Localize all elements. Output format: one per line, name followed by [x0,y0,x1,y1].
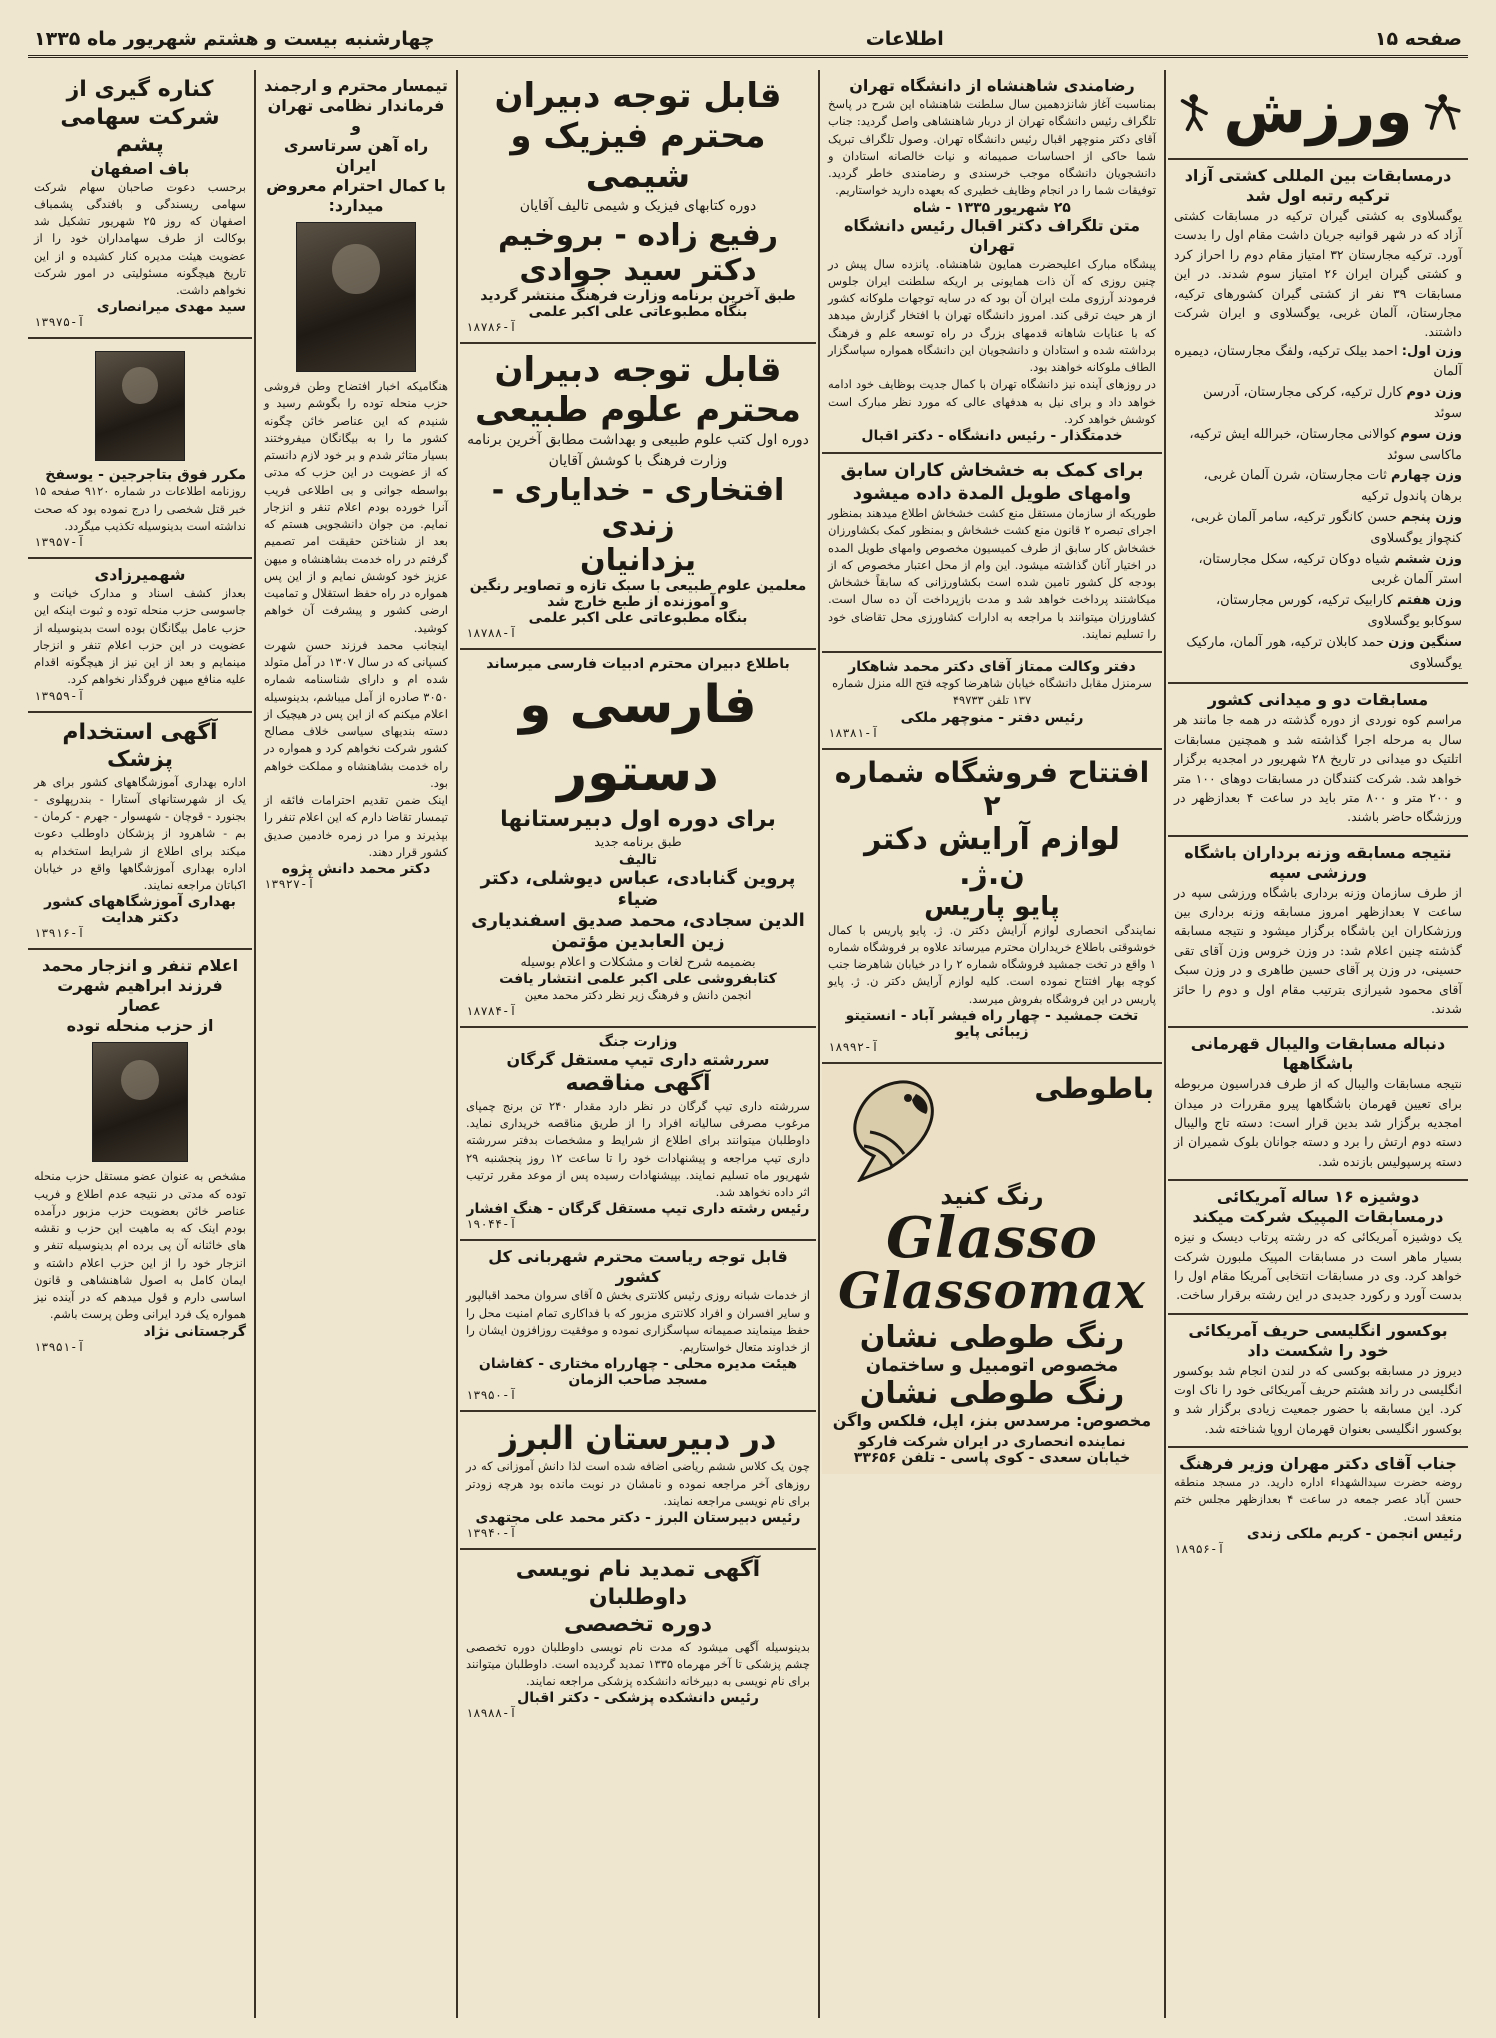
brand-address: خیابان سعدی - کوی پاسی - تلفن ۳۳۶۵۶ [853,1449,1131,1466]
ad-code: آ-۱۸۷۸۴ [466,1004,517,1019]
glassomax-logo: Glassomax [838,1260,1146,1320]
notice-headline: کناره گیری از شرکت سهامی پشم [60,77,220,157]
weight-class-list [1174,342,1462,675]
correction-notice [28,339,252,559]
ad-signature: رئیس دفتر - منوچهر ملکی [900,709,1084,726]
notice-headline: قابل توجه ریاست محترم شهربانی کل کشور [488,1247,788,1287]
notice-body: از خدمات شبانه روزی رئیس کلانتری بخش ۵ آقای سروان محمد اقبالپور و سایر افسران و افراد کلانتری مزبور که با فداکاری تمام امنیت محل را حفظ مینمایند صمیمانه سپاسگزاری نموده و موفقیت روزافزون ایشان را از خداوند متعال خواستاریم. [466,1288,810,1354]
article-body: یوگسلاوی به کشتی گیران ترکیه در مسابقات کشتی آزاد که در شهر قوانیه جریان داشت مقام اول را بدست آورد. ترکیه مجارستان ۳۲ امتیاز مقام دوم را احراز کرد و کشتی گیران ایران ۲۶ امتیاز سوم شدند. در این مسابقات ۳۹ نفر از کشتی گیران کشورهای ترکیه، مجارستان، آلمان غربی، یوگسلاوی و ایران شرکت داشتند. [1174,208,1462,340]
article-signature: خدمتگذار - رئیس دانشگاه - دکتر اقبال [861,428,1123,444]
glasso-logo: Glasso [886,1204,1098,1271]
ad-label: تالیف [618,851,658,868]
renunciation-notice [28,559,252,713]
parrot-paint-ad [822,1064,1162,1474]
ad-headline: سررشته داری تیپ مستقل گرگان [506,1050,770,1070]
ad-code: آ-۱۳۹۵۰ [466,1388,517,1403]
article-signature: ۲۵ شهریور ۱۳۳۵ - شاه [913,199,1071,216]
masthead [28,22,1468,58]
ad-authors: رفیع زاده - بروخیم [497,217,779,253]
ad-headline: دفتر وکالت ممتاز آقای دکتر محمد شاهکار [848,659,1136,675]
article-body: یک دوشیزه آمریکائی که در رشته پرتاب دیسک و نیزه بسیار ماهر است در مسابقات المپیک ملبورن شرکت خواهد کرد. وی در مسابقات انتخابی آمریکا مقام اول را بدست آورد و رکورد جدیدی در این رشته برقرار ساخت. [1174,1229,1462,1303]
column-rule [456,70,458,2018]
column-rule [1164,70,1166,2018]
notice-headline: دوره تخصصی [563,1612,712,1637]
ad-code: آ-۱۳۹۵۹ [34,688,85,703]
notice-signature: رئیس دبیرستان البرز - دکتر محمد علی مجتهدی [475,1510,801,1526]
letter-body: اینک ضمن تقدیم احترامات فائقه از تیمسار تقاضا دارم که این اعلام تنفر را بپذیرند و مرا در زمره خادمین صدیق کشور قرار دهند. [264,793,448,859]
notice-headline: آگهی تمدید نام نویسی داوطلبان [515,1557,761,1610]
notice-subheadline: باف اصفهان [90,158,190,178]
notice-body: اداره بهداری آموزشگاههای کشور برای هر یک از شهرستانهای آستارا - بندرپهلوی - بجنورد - قوچان - شهسوار - جهرم - کرمان - بم - شاهرود از پزشکان داوطلب دعوت میکند برای اطلاع از شرایط استخدام به اداره بهداری آموزشگاهها واقع در خیابان اکباتان مراجعه نمایند. [34,774,246,892]
article-body: پیشگاه مبارک اعلیحضرت همایون شاهنشاه. پانزده سال پیش در چنین روزی که آن ذات همایونی بر اریکه سلطنت ایران جلوس فرمودند آرزوی ملت ایران آن بود که در سایه توجهات ملوکانه کشور از هر حیث ترقی کند. امروز دانشگاه تهران با افتخار گزارش میدهد که با عنایات شاهانه قدمهای بزرگ در راه توسعه علم و فرهنگ برداشته شده و استادان و دانشجویان این دانشگاه همواره سپاسگزار الطاف ملوکانه خواهند بود. [828,256,1156,374]
ad-code: آ-۱۳۹۷۵ [34,315,85,330]
newspaper-page [28,22,1468,2018]
physics-books-ad [460,70,816,344]
notice-body: روزنامه اطلاعات در شماره ۹۱۲۰ صفحه ۱۵ خبر قتل شخصی را درج نموده بود که صحت نداشته است بدینوسیله تکذیب میگردد. [34,484,246,533]
notice-signature: بهداری آموزشگاههای کشور [44,894,236,911]
ad-note: معلمین علوم طبیعی با سبک تازه و تصاویر رنگین و آموزنده از طبع خارج شد [469,578,807,611]
alborz-school-notice [460,1412,816,1550]
ad-signature: انجمن دانش و فرهنگ زیر نظر دکتر محمد معین [524,988,752,1002]
ad-headline: محترم علوم طبیعی [475,389,801,430]
police-thanks-notice [460,1241,816,1412]
ad-code: آ-۱۳۹۲۷ [264,877,315,891]
article-subheadline: متن تلگراف دکتر اقبال رئیس دانشگاه تهران [843,215,1141,255]
olympics-article [1168,1181,1468,1315]
boxing-article [1168,1315,1468,1449]
ad-headline: رنگ کنید [940,1181,1044,1210]
weight-class: وزن ششم شیاه دوکان ترکیه، سکل مجارستان، استر آلمان غربی [1198,551,1462,588]
brand-name: رنگ طوطی نشان [859,1375,1125,1411]
ad-headline: پایو پاریس [924,891,1060,922]
notice-headline: فرزند ابراهیم شهرت عصار [57,976,223,1016]
letter-signature: دکتر محمد دانش پژوه [281,861,431,877]
ad-authors: زین العابدین مؤتمن [551,930,725,952]
ad-headline: لوازم آرایش دکتر ن.ژ. [864,821,1120,892]
ad-signature: تخت جمشید - چهار راه فیشر آباد - انستیتو زیبائی پایو [845,1007,1139,1040]
notice-headline: از حزب منحله توده [66,1016,214,1036]
weightlifting-article [1168,837,1468,1029]
minister-notice [1168,1448,1468,1564]
doctor-hiring-notice [28,713,252,951]
wrestling-article [1168,160,1468,684]
ad-top-line: باطلاع دبیران محترم ادبیات فارسی میرساند [486,656,790,673]
sports-logo [1174,77,1462,147]
notice-signature: مسجد صاحب الزمان [568,1372,708,1389]
ad-code: آ-۱۸۹۵۶ [1174,1541,1225,1556]
ad-body: سرمنزل مقابل دانشگاه خیابان شاهرضا کوچه فتح الله منزل شماره ۱۳۷ تلفن ۴۹۷۳۳ [832,676,1152,708]
date-line: چهارشنبه بیست و هشتم شهریور ماه ۱۳۳۵ [34,27,435,50]
notice-body: بدینوسیله آگهی میشود که مدت نام نویسی داوطلبان دوره تخصصی چشم پزشکی تا آخر مهرماه ۱۳۳۵ تمدید گردیده است. داوطلبان میتوانند برای نام نویسی به دبیرخانه دانشکده پزشکی مراجعه نمایند. [466,1639,810,1688]
weight-class: وزن دوم کارل ترکیه، کرکی مجارستان، آدرسن سوئد [1202,385,1462,422]
university-column [822,70,1162,2018]
notice-signature: دکتر هدایت [101,910,179,927]
notice-signature: گرجستانی نژاد [143,1323,246,1340]
notices-column [28,70,252,2018]
notice-headline: اعلام تنفر و انزجار محمد [41,956,239,976]
notice-headline: مکرر فوق بتاجرجین - یوسفخ [45,467,246,484]
page-number: صفحه ۱۵ [1374,27,1462,50]
letter-headline: راه آهن سرتاسری ایران [283,136,429,175]
registration-extension-notice [460,1550,816,1728]
ad-authors: یزدانیان [580,543,696,579]
ad-headline: باطوطی [1034,1071,1154,1105]
sports-logo-block [1168,70,1468,160]
portrait-photo [296,222,416,372]
weight-class: وزن چهارم ثات مجارستان، شرن آلمان غربی، برهان پاندول ترکیه [1203,468,1462,505]
notice-body: روضه حضرت سیدالشهداء اداره دارید. در مسجد منطقه حسن آباد عصر جمعه در ساعت ۴ بعدازظهر مجلس ختم منعقد است. [1174,1475,1462,1524]
letter-headline: فرماندار نظامی تهران و [267,96,445,135]
article-body: دیروز در مسابقه بوکسی که در لندن انجام شد بوکسور انگلیسی در راند هشتم حریف آمریکائی خود را ناک اوت کرد. این مسابقه با حضور جمعیت زیادی برگزار شد و بوکسور انگلیسی بعنوان قهرمان اروپا شناخته شد. [1174,1362,1462,1436]
ad-body: نمایندگی انحصاری لوازم آرایش دکتر ن. ژ. پایو پاریس با کمال خوشوقتی باطلاع خریداران محترم میرساند علاوه بر فروشگاه شماره ۱ واقع در تخت جمشید فروشگاه شماره ۲ را در خیابان شاهرضا جنب کوچه بهار افتتاح نموده است. کلیه لوازم آرایش دکتر ن. ژ. پایو پاریس در این فروشگاه بفروش میرسد. [828,922,1156,1006]
ad-top-line: وزارت جنگ [598,1034,678,1051]
wool-company-notice [28,70,252,339]
notice-signature: سید مهدی میرانصاری [96,299,246,316]
portrait-photo [95,351,185,461]
column-rule [818,70,820,2018]
article-body: نتیجه مسابقات والیبال که از طرف فدراسیون مربوطه برای تعیین قهرمان باشگاهها پیرو مقررات در میدان امجدیه برگزار شد بدین قرار است: دسته تاج والیبال دسته دوم ارتش را برد و دسته جوانان بلوک شمیران از دسته پرسپولیس بازنده شد. [1174,1076,1462,1169]
article-headline: برای کمک به خشخاش کاران سابق وامهای طویل المدة داده میشود [840,460,1144,504]
letter-column [258,70,454,2018]
notice-body: بعداز کشف اسناد و مدارک خیانت و جاسوسی حزب منحله توده و ثبوت اینکه این حزب عامل بیگانگان بوده است بدینوسیله از عضویت در این حزب اعلام تنفر و انزجار مینمایم و بعد از این نیز از هیچگونه اقدام علیه منافع میهن فروگذار نخواهم کرد. [34,586,246,687]
notice-signature: رئیس دانشکده پزشکی - دکتر اقبال [517,1690,759,1707]
article-headline: نتیجه مسابقه وزنه برداران باشگاه ورزشی سپه [1184,842,1452,882]
ad-code: آ-۱۳۹۴۰ [466,1526,517,1540]
notice-signature: رئیس انجمن - کریم ملکی زندی [1246,1525,1462,1542]
article-headline: درمسابقات بین المللی کشتی آزاد ترکیه رتبه اول شد [1184,166,1452,205]
brand-name: رنگ طوطی نشان [859,1319,1125,1355]
brand-subtitle: مخصوص: مرسدس بنز، اپل، فلکس واگن [832,1410,1152,1430]
ad-body: دوره اول کتب علوم طبیعی و بهداشت مطابق آخرین برنامه وزارت فرهنگ با کوشش آقایان [467,431,809,470]
notice-signature: هیئت مدیره محلی - چهارراه مختاری - کفاشان [478,1356,798,1373]
natural-science-books-ad [460,344,816,650]
notice-headline: جناب آقای دکتر مهران وزیر فرهنگ [1179,1454,1457,1474]
letter-headline: تیمسار محترم و ارجمند [264,76,448,95]
lawyer-office-ad [822,653,1162,750]
article-headline: دوشیزه ۱۶ ساله آمریکائی درمسابقات المپیک شرکت میکند [1192,1187,1444,1227]
ad-headline: فارسی و دستور [519,675,757,803]
ad-authors: الدین سجادی، محمد صدیق اسفندیاری [471,909,805,931]
ad-headline: قابل توجه دبیران [494,349,782,390]
ad-code: آ-۱۳۹۵۷ [34,535,85,549]
paper-name: اطلاعات [865,27,944,50]
wrestler-left-icon [1423,80,1462,144]
article-headline: رضامندی شاهنشاه از دانشگاه تهران [849,76,1135,95]
cosmetics-shop-ad [822,750,1162,1064]
ad-publisher: بنگاه مطبوعاتی علی اکبر علمی [528,303,748,320]
weight-class: سنگین وزن حمد کابلان ترکیه، هور آلمان، مارکیک یوگسلاوی [1186,634,1462,671]
notice-body: چون یک کلاس ششم ریاضی اضافه شده است لذا دانش آموزانی که در روزهای آخر مراجعه نموده و نامشان در نوبت مانده بود هرچه زودتر برای نام نویسی مراجعه نمایند. [466,1459,810,1508]
ad-code: آ-۱۳۹۱۶ [34,926,85,941]
ad-note: بضمیمه شرح لغات و مشکلات و اعلام بوسیله [520,953,756,969]
sports-column [1168,70,1468,2018]
notice-headline: شهمیرزادی [94,565,186,584]
letter-headline: میدارد: [328,196,384,215]
column-rule [254,70,256,2018]
weight-class: وزن سوم کوالانی مجارستان، خبرالله ایش ترکیه، ماکاسی سوئد [1189,426,1462,463]
persian-grammar-ad [460,650,816,1028]
governor-letter [258,70,454,899]
weight-class: وزن پنجم حسن کانگور ترکیه، سامر آلمان غربی، کنچواز یوگسلاوی [1190,510,1462,546]
ad-publisher: کتابفروشی علی اکبر علمی انتشار یافت [499,971,777,987]
notice-headline: آگهی استخدام پزشک [62,719,218,772]
portrait-photo [92,1042,188,1162]
ad-headline: آگهی مناقصه [565,1071,711,1097]
athletics-article [1168,684,1468,836]
ad-headline: محترم فیزیک و شیمی [510,116,766,196]
ad-headline: افتتاح فروشگاه شماره ۲ [834,755,1150,822]
ad-code: آ-۱۸۳۸۱ [828,725,879,740]
letter-headline: با کمال احترام معروض [266,176,446,195]
letter-body: اینجانب محمد فرزند حسن شهرت کسپانی که در سال ۱۳۰۷ در آمل متولد شده ام و دارای شناسنامه شماره ۳۰۵۰ صادره از آمل میباشم، بدینوسیله اعلام میکنم که از این پس در هیچیک از دسته بندیهای سیاسی خلاف مصالح کشور شرکت نخواهم کرد و همواره در راه خدمت بشاهنشاه و مملکت خواهم بود. [264,637,448,790]
weight-class: وزن هفتم کارابیک ترکیه، کورس مجارستان، سوکابو یوگسلاوی [1215,593,1462,629]
sports-title: ورزش [1223,77,1413,147]
letter-body: هنگامیکه اخبار افتضاح وطن فروشی حزب منحله توده را بگوشم رسید و شنیدم که این عناصر خائن چگونه کشور ما را به بیگانگان میفروختند بسیار متاثر شدم و بر خود لازم دانستم که از عضویت در این حزب که مدتی بواسطه جوانی و بی اطلاعی فریب آنرا خورده بودم اعلام تنفر و انزجار نمایم. من جوان دانشجویی هستم که بعد از شناختن حقیقت امر تصمیم گرفتم در راه خدمت بشاهنشاه و میهن عزیز خود کوشش نمایم و از این پس همواره در راه حفظ استقلال و تمامیت ارضی کشور و پیشرفت آن خواهم کوشید. [264,379,448,635]
ad-publisher: بنگاه مطبوعاتی علی اکبر علمی [528,610,748,627]
parrot-icon [830,1072,950,1182]
weight-class: وزن اول: احمد بیلک ترکیه، ولفگ مجارستان، دیمیره آلمان [1174,343,1462,380]
ad-code: آ-۱۸۹۹۲ [828,1039,879,1054]
notice-body: مشخص به عنوان عضو مستقل حزب منحله توده که مدتی در نتیجه عدم اطلاع و فریب عناصر خائن بعضویت حزب مزبور درآمده بودم اینک که به ماهیت این حزب و نقشه های خائنانه آن پی برده ام بدینوسیله تنفر و انزجار خود را از این حزب اعلام داشته و ایمان کامل به اصول شاهنشاهی و قانون اساسی دارم و قول میدهم که در آینده نیز همواره یک فرد ایرانی وطن پرست باشم. [34,1169,246,1322]
ad-signature: رئیس رشته داری تیپ مستقل گرگان - هنگ افشار [466,1201,810,1218]
war-ministry-tender-ad [460,1028,816,1241]
article-headline: دنباله مسابقات والیبال قهرمانی باشگاهها [1190,1034,1446,1074]
party-renunciation-notice [28,950,252,1361]
ad-code: آ-۱۳۹۵۱ [34,1339,85,1354]
poppy-loan-article [822,454,1162,653]
ad-authors: پروین گنابادی، عباس دیوشلی، دکتر ضیاء [480,867,796,910]
article-body: طوریکه از سازمان مستقل منع کشت خشخاش اطلاع میدهند بمنظور اجرای تبصره ۲ قانون منع کشت خشخاش و بمنظور کمک بکشاورزان خشخاش کار سابق از طرف کمیسیون مخصوص وامهای طویل المده در اختیار آنان گذاشته میشود. این وام از محل اعتبار مخصوص که از بودجه کل کشور تامین شده است بکشاورزانی که سابقاً خشخاش میکاشتند پرداخت خواهد شد و مدت بازپرداخت آن ده سال است. کشاورزان میتوانند با مراجعه به ادارات کشاورزی محل تقاضای خود را تسلیم نمایند. [828,506,1156,641]
ad-authors: افتخاری - خدایاری - زندی [491,473,785,544]
ad-code: آ-۱۸۹۸۸ [466,1706,517,1721]
ads-column [460,70,816,2018]
ad-code: آ-۱۸۷۸۸ [466,626,517,641]
article-body: در روزهای آینده نیز دانشگاه تهران با کمال جدیت بوظایف خود ادامه خواهد داد و برای نیل به هدفهای عالی که مورد نظر مبارک است کوشش خواهد کرد. [828,377,1156,426]
ad-body: دوره کتابهای فیزیک و شیمی تالیف آقایان [519,198,757,214]
ad-code: آ-۱۹۰۴۴ [466,1217,517,1232]
article-body: از طرف سازمان وزنه برداری باشگاه ورزشی سپه در ساعت ۷ بعدازظهر امروز مسابقه وزنه برداری بین ورزشکاران این باشگاه برگزار میشود و نتیجه مسابقه گذشته چنین اعلام شد: در وزن خروس وزن آقای تقی حسینی، در وزن پر آقای حسین طاهری و در وزن سبک آقای محمود شیرازی بترتیب مقام اول و دوم را حائز شدند. [1174,884,1462,1016]
ad-subheadline: طبق برنامه جدید [594,834,682,850]
notice-headline: در دبیرستان البرز [499,1419,777,1458]
ad-note: طبق آخرین برنامه وزارت فرهنگ منتشر گردید [480,287,796,304]
article-body: مراسم کوه نوردی از دوره گذشته در همه جا مانند هر سال به مرحله اجرا گذاشته شد و همچنین مسابقات اتلتیک دو میدانی در تاریخ ۲۸ شهریور در امجدیه برگزار خواهد شد. شرکت کنندگان در مسابقات دوهای ۱۰۰ متر و ۲۰۰ متر و ۸۰۰ متر باید در ساعت ۴ بعدازظهر در ورزشگاه حاضر باشند. [1174,712,1462,825]
wrestler-right-icon [1174,80,1213,144]
article-body: بمناسبت آغاز شانزدهمین سال سلطنت شاهنشاه این شرح در پاسخ تلگراف رئیس دانشگاه تهران از دربار شاهنشاهی واصل گردید: جناب آقای دکتر منوچهر اقبال رئیس دانشگاه تهران. وصول تلگراف تبریک شما حاکی از احساسات صمیمانه و نیات خالصانه استادان و دانشجویان دانشگاه موجب خرسندی و رضامندی خاطر گردید. توفیقات شما را در انجام وظایف خطیری که بعهده دارید خواستاریم. [828,97,1156,198]
brand-subtitle: مخصوص اتومبیل و ساختمان [865,1354,1119,1376]
ad-code: آ-۱۸۷۸۶ [466,319,517,334]
brand-representative: نماینده انحصاری در ایران شرکت فارکو [858,1433,1126,1450]
shah-telegram-article [822,70,1162,454]
article-headline: مسابقات دو و میدانی کشور [1207,690,1429,710]
volleyball-article [1168,1028,1468,1181]
ad-subheadline: برای دوره اول دبیرستانها [500,807,776,833]
ad-body: سررشته داری تیپ گرگان در نظر دارد مقدار ۲۴۰ تن برنج چمپای مرغوب مصرفی ساليانه افراد را از طریق مناقصه خریداری نماید. داوطلبان میتوانند برای اطلاع از شرایط و مشخصات بدفتر سررشته داری تیپ مراجعه و پیشنهادات خود را تا ساعت ۱۲ روز پنجشنبه ۲۹ شهریور ماه تسلیم نمایند. بپیشنهادات رسیده پس از موعد مقرر ترتیب اثر داده نخواهد شد. [466,1098,811,1199]
notice-body: برحسب دعوت صاحبان سهام شرکت سهامی ریسندگی و بافندگی پشمباف اصفهان که روز ۲۵ شهریور تشکیل شد بوکالت از طرف سهامداران خود را از عضویت هیئت مدیره کنار کشیده و از این تاریخ هیچگونه مسئولیتی در امور شرکت نخواهم داشت. [34,179,247,297]
columns [28,70,1468,2018]
ad-authors: دکتر سید جوادی [519,252,757,288]
article-headline: بوکسور انگلیسی حریف آمریکائی خود را شکست داد [1188,1320,1448,1360]
ad-headline: قابل توجه دبیران [494,76,782,116]
